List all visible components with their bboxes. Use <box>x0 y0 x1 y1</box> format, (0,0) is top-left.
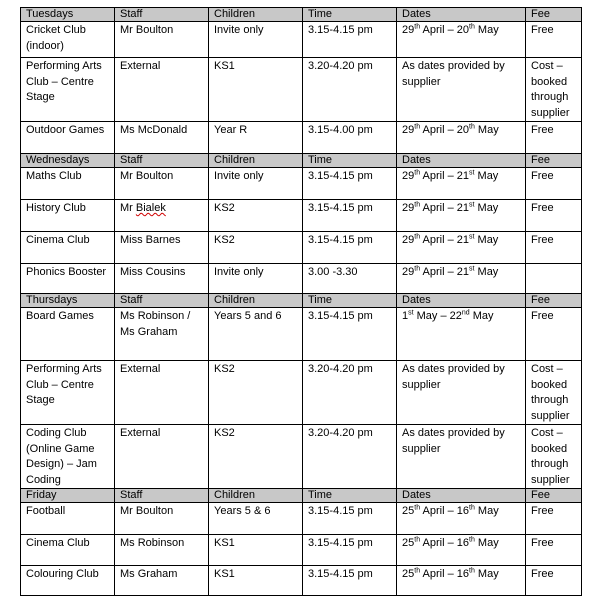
column-header-staff: Staff <box>115 8 209 22</box>
club-time: 3.15-4.15 pm <box>303 200 397 232</box>
club-row <box>21 425 582 489</box>
column-header-time: Time <box>303 489 397 503</box>
club-time: 3.15-4.15 pm <box>303 566 397 596</box>
club-row <box>21 200 582 232</box>
day-header-row <box>21 294 582 308</box>
clubs-table <box>20 7 582 596</box>
club-row <box>21 264 582 294</box>
club-dates: 25th April – 16th May <box>397 535 526 566</box>
day-header-row <box>21 489 582 503</box>
club-dates: As dates provided by supplier <box>397 58 526 122</box>
club-staff: Miss Barnes <box>115 232 209 264</box>
column-header-staff: Staff <box>115 489 209 503</box>
club-row <box>21 168 582 200</box>
club-children: KS2 <box>209 425 303 489</box>
club-row <box>21 308 582 361</box>
club-children: KS2 <box>209 200 303 232</box>
club-dates: 25th April – 16th May <box>397 566 526 596</box>
club-staff: Mr Bialek <box>115 200 209 232</box>
column-header-dates: Dates <box>397 8 526 22</box>
club-staff: Ms Robinson / Ms Graham <box>115 308 209 361</box>
club-fee: Free <box>526 308 582 361</box>
club-fee: Free <box>526 122 582 154</box>
club-dates: 29th April – 21st May <box>397 232 526 264</box>
club-name: Phonics Booster <box>21 264 115 294</box>
day-header-row <box>21 154 582 168</box>
club-fee: Cost – booked through supplier <box>526 361 582 425</box>
club-name: Football <box>21 503 115 535</box>
club-staff: Mr Boulton <box>115 168 209 200</box>
club-children: Year R <box>209 122 303 154</box>
club-time: 3.15-4.15 pm <box>303 232 397 264</box>
column-header-time: Time <box>303 294 397 308</box>
column-header-staff: Staff <box>115 294 209 308</box>
club-fee: Cost – booked through supplier <box>526 425 582 489</box>
club-dates: As dates provided by supplier <box>397 361 526 425</box>
day-name: Tuesdays <box>21 8 115 22</box>
club-fee: Free <box>526 566 582 596</box>
club-row <box>21 503 582 535</box>
club-name: Board Games <box>21 308 115 361</box>
column-header-dates: Dates <box>397 294 526 308</box>
day-name: Wednesdays <box>21 154 115 168</box>
club-fee: Free <box>526 503 582 535</box>
column-header-fee: Fee <box>526 8 582 22</box>
club-name: Cinema Club <box>21 232 115 264</box>
club-name: Maths Club <box>21 168 115 200</box>
club-dates: As dates provided by supplier <box>397 425 526 489</box>
column-header-children: Children <box>209 8 303 22</box>
club-dates: 29th April – 21st May <box>397 200 526 232</box>
club-staff: External <box>115 361 209 425</box>
club-fee: Free <box>526 22 582 58</box>
club-name: Performing Arts Club – Centre Stage <box>21 58 115 122</box>
column-header-time: Time <box>303 154 397 168</box>
club-children: KS1 <box>209 535 303 566</box>
club-time: 3.15-4.15 pm <box>303 535 397 566</box>
club-name: Cinema Club <box>21 535 115 566</box>
club-staff: External <box>115 58 209 122</box>
club-children: KS2 <box>209 232 303 264</box>
club-fee: Free <box>526 168 582 200</box>
club-name: Coding Club (Online Game Design) – Jam Coding <box>21 425 115 489</box>
column-header-fee: Fee <box>526 489 582 503</box>
club-children: KS1 <box>209 566 303 596</box>
club-staff: Mr Boulton <box>115 22 209 58</box>
club-dates: 29th April – 21st May <box>397 168 526 200</box>
club-time: 3.15-4.15 pm <box>303 503 397 535</box>
club-row <box>21 232 582 264</box>
club-staff: External <box>115 425 209 489</box>
column-header-children: Children <box>209 154 303 168</box>
club-name: Cricket Club (indoor) <box>21 22 115 58</box>
column-header-fee: Fee <box>526 154 582 168</box>
club-dates: 25th April – 16th May <box>397 503 526 535</box>
club-name: History Club <box>21 200 115 232</box>
club-time: 3.00 -3.30 <box>303 264 397 294</box>
club-fee: Free <box>526 232 582 264</box>
column-header-children: Children <box>209 294 303 308</box>
club-fee: Free <box>526 200 582 232</box>
club-children: Invite only <box>209 22 303 58</box>
club-fee: Cost – booked through supplier <box>526 58 582 122</box>
club-dates: 29th April – 21st May <box>397 264 526 294</box>
club-children: Years 5 & 6 <box>209 503 303 535</box>
club-row <box>21 535 582 566</box>
club-children: Invite only <box>209 264 303 294</box>
club-dates: 29th April – 20th May <box>397 22 526 58</box>
club-row <box>21 22 582 58</box>
club-name: Colouring Club <box>21 566 115 596</box>
club-time: 3.20-4.20 pm <box>303 361 397 425</box>
club-row <box>21 58 582 122</box>
day-name: Friday <box>21 489 115 503</box>
column-header-time: Time <box>303 8 397 22</box>
club-dates: 1st May – 22nd May <box>397 308 526 361</box>
club-row <box>21 566 582 596</box>
column-header-dates: Dates <box>397 489 526 503</box>
club-time: 3.20-4.20 pm <box>303 425 397 489</box>
club-staff: Ms Graham <box>115 566 209 596</box>
club-staff: Ms McDonald <box>115 122 209 154</box>
club-staff: Ms Robinson <box>115 535 209 566</box>
club-time: 3.15-4.15 pm <box>303 308 397 361</box>
club-children: KS1 <box>209 58 303 122</box>
club-time: 3.15-4.00 pm <box>303 122 397 154</box>
club-name: Performing Arts Club – Centre Stage <box>21 361 115 425</box>
club-time: 3.15-4.15 pm <box>303 22 397 58</box>
club-children: Invite only <box>209 168 303 200</box>
club-staff: Miss Cousins <box>115 264 209 294</box>
club-dates: 29th April – 20th May <box>397 122 526 154</box>
club-fee: Free <box>526 535 582 566</box>
club-fee <box>526 264 582 294</box>
club-row <box>21 122 582 154</box>
column-header-fee: Fee <box>526 294 582 308</box>
column-header-children: Children <box>209 489 303 503</box>
day-name: Thursdays <box>21 294 115 308</box>
club-name: Outdoor Games <box>21 122 115 154</box>
column-header-dates: Dates <box>397 154 526 168</box>
club-children: KS2 <box>209 361 303 425</box>
club-staff: Mr Boulton <box>115 503 209 535</box>
club-time: 3.15-4.15 pm <box>303 168 397 200</box>
column-header-staff: Staff <box>115 154 209 168</box>
club-row <box>21 361 582 425</box>
club-children: Years 5 and 6 <box>209 308 303 361</box>
day-header-row <box>21 8 582 22</box>
club-time: 3.20-4.20 pm <box>303 58 397 122</box>
